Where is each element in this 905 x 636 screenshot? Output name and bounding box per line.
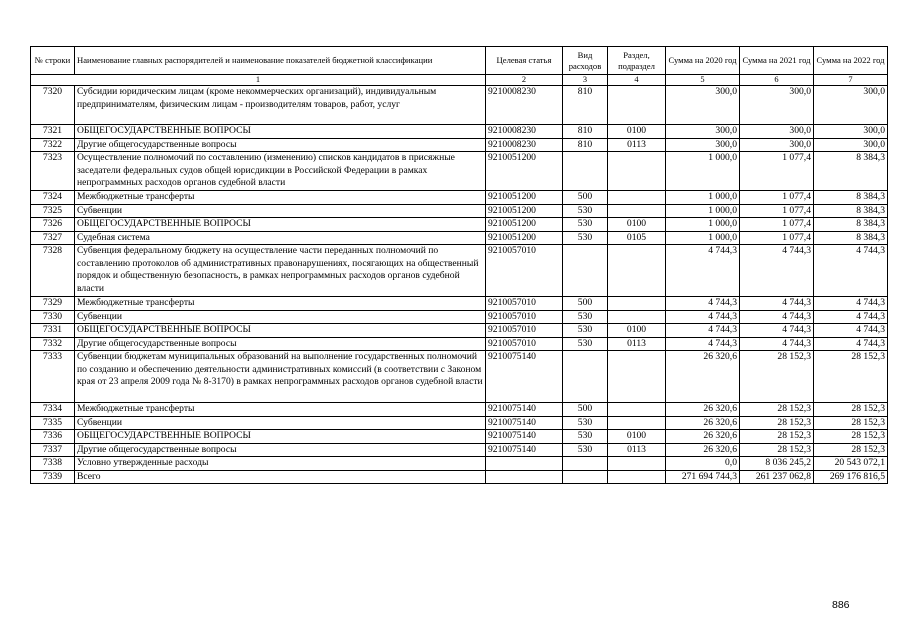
table-row [31, 470, 888, 484]
expense-type: 530 [563, 204, 608, 218]
column-number: 7 [814, 75, 888, 86]
sum-2020: 26 320,6 [666, 416, 740, 430]
sum-2022: 4 744,3 [814, 310, 888, 324]
item-name: Судебная система [75, 231, 486, 245]
target-article [486, 457, 563, 471]
sum-2020: 1 000,0 [666, 231, 740, 245]
target-article: 9210057010 [486, 297, 563, 311]
sum-2022: 28 152,3 [814, 443, 888, 457]
item-name: Субвенции бюджетам муниципальных образований на выполнение государственных полномочий по созданию и обеспечению деятельности административных комиссий (в соответствии с Законом края от 23 апреля 2009 года № 8-3170) в рамках непрограммных расходов органов судебной власти [75, 351, 486, 403]
sum-2021: 4 744,3 [740, 297, 814, 311]
column-number: 1 [31, 75, 486, 86]
sum-2022: 4 744,3 [814, 337, 888, 351]
header-sum-2022: Сумма на 2022 год [814, 47, 888, 75]
target-article: 9210051200 [486, 231, 563, 245]
sum-2021: 1 077,4 [740, 191, 814, 205]
expense-type: 530 [563, 231, 608, 245]
column-number: 4 [608, 75, 666, 86]
sum-2021: 1 077,4 [740, 152, 814, 191]
column-number: 6 [740, 75, 814, 86]
table-row [31, 231, 888, 245]
table-row [31, 191, 888, 205]
line-number: 7335 [31, 416, 75, 430]
header-name: Наименование главных распорядителей и наименование показателей бюджетной классификации [75, 47, 486, 75]
sum-2021: 28 152,3 [740, 351, 814, 403]
sum-2021: 4 744,3 [740, 245, 814, 297]
sum-2022: 4 744,3 [814, 245, 888, 297]
table-row [31, 152, 888, 191]
sum-2021: 1 077,4 [740, 231, 814, 245]
sum-2022: 28 152,3 [814, 430, 888, 444]
target-article: 9210075140 [486, 430, 563, 444]
sum-2020: 26 320,6 [666, 351, 740, 403]
sum-2020: 1 000,0 [666, 204, 740, 218]
expense-type: 530 [563, 337, 608, 351]
sum-2021: 28 152,3 [740, 430, 814, 444]
sum-2020: 0,0 [666, 457, 740, 471]
target-article: 9210051200 [486, 204, 563, 218]
sum-2020: 300,0 [666, 125, 740, 139]
sum-2020: 1 000,0 [666, 152, 740, 191]
sum-2020: 4 744,3 [666, 297, 740, 311]
section-code [608, 191, 666, 205]
target-article: 9210075140 [486, 403, 563, 417]
expense-type [563, 245, 608, 297]
section-code [608, 457, 666, 471]
target-article: 9210051200 [486, 152, 563, 191]
table-row [31, 297, 888, 311]
section-code: 0100 [608, 125, 666, 139]
item-name: ОБЩЕГОСУДАРСТВЕННЫЕ ВОПРОСЫ [75, 218, 486, 232]
header-row [31, 47, 888, 75]
expense-type: 810 [563, 138, 608, 152]
sum-2021: 28 152,3 [740, 443, 814, 457]
sum-2020: 26 320,6 [666, 430, 740, 444]
section-code [608, 86, 666, 125]
sum-2022: 28 152,3 [814, 416, 888, 430]
line-number: 7330 [31, 310, 75, 324]
item-name: Межбюджетные трансферты [75, 403, 486, 417]
item-name: Межбюджетные трансферты [75, 297, 486, 311]
table-row [31, 218, 888, 232]
line-number: 7331 [31, 324, 75, 338]
expense-type [563, 457, 608, 471]
expense-type [563, 351, 608, 403]
target-article: 9210057010 [486, 337, 563, 351]
section-code: 0113 [608, 337, 666, 351]
page-number: 886 [832, 599, 850, 611]
table-body [31, 86, 888, 484]
column-number-row [31, 75, 888, 86]
sum-2020: 26 320,6 [666, 443, 740, 457]
expense-type [563, 152, 608, 191]
item-name: Другие общегосударственные вопросы [75, 138, 486, 152]
target-article: 9210051200 [486, 191, 563, 205]
section-code [608, 351, 666, 403]
table-row [31, 351, 888, 403]
item-name: Субвенции [75, 204, 486, 218]
header-line-number: № строки [31, 47, 75, 75]
sum-2020: 4 744,3 [666, 337, 740, 351]
section-code [608, 403, 666, 417]
section-code [608, 245, 666, 297]
table-row [31, 430, 888, 444]
table-row [31, 204, 888, 218]
table-row [31, 443, 888, 457]
target-article [486, 470, 563, 484]
sum-2022: 8 384,3 [814, 191, 888, 205]
sum-2021: 4 744,3 [740, 324, 814, 338]
item-name: Другие общегосударственные вопросы [75, 337, 486, 351]
item-name: Условно утвержденные расходы [75, 457, 486, 471]
expense-type: 810 [563, 86, 608, 125]
target-article: 9210075140 [486, 416, 563, 430]
expense-type: 530 [563, 218, 608, 232]
sum-2021: 1 077,4 [740, 204, 814, 218]
line-number: 7325 [31, 204, 75, 218]
sum-2020: 4 744,3 [666, 245, 740, 297]
header-sum-2020: Сумма на 2020 год [666, 47, 740, 75]
expense-type: 500 [563, 297, 608, 311]
table-row [31, 457, 888, 471]
item-name: Субсидии юридическим лицам (кроме некоммерческих организаций), индивидуальным предпринимателям, физическим лицам - производителям товаров, работ, услуг [75, 86, 486, 125]
expense-type: 530 [563, 443, 608, 457]
table-row [31, 310, 888, 324]
expense-type: 530 [563, 324, 608, 338]
line-number: 7323 [31, 152, 75, 191]
section-code: 0100 [608, 430, 666, 444]
sum-2020: 271 694 744,3 [666, 470, 740, 484]
table-row [31, 86, 888, 125]
item-name: Субвенции [75, 310, 486, 324]
table-row [31, 245, 888, 297]
sum-2022: 300,0 [814, 125, 888, 139]
sum-2021: 28 152,3 [740, 403, 814, 417]
sum-2020: 26 320,6 [666, 403, 740, 417]
sum-2020: 1 000,0 [666, 218, 740, 232]
expense-type: 530 [563, 416, 608, 430]
expense-type: 810 [563, 125, 608, 139]
sum-2021: 28 152,3 [740, 416, 814, 430]
sum-2021: 8 036 245,2 [740, 457, 814, 471]
line-number: 7337 [31, 443, 75, 457]
column-number: 5 [666, 75, 740, 86]
target-article: 9210057010 [486, 245, 563, 297]
expense-type: 530 [563, 310, 608, 324]
table-row [31, 337, 888, 351]
expense-type: 500 [563, 191, 608, 205]
item-name: ОБЩЕГОСУДАРСТВЕННЫЕ ВОПРОСЫ [75, 324, 486, 338]
table-row [31, 416, 888, 430]
sum-2022: 300,0 [814, 86, 888, 125]
line-number: 7336 [31, 430, 75, 444]
header-expense-type: Вид расходов [563, 47, 608, 75]
target-article: 9210008230 [486, 86, 563, 125]
line-number: 7329 [31, 297, 75, 311]
sum-2020: 300,0 [666, 138, 740, 152]
line-number: 7322 [31, 138, 75, 152]
line-number: 7327 [31, 231, 75, 245]
line-number: 7339 [31, 470, 75, 484]
sum-2022: 8 384,3 [814, 204, 888, 218]
target-article: 9210057010 [486, 324, 563, 338]
sum-2020: 300,0 [666, 86, 740, 125]
sum-2021: 261 237 062,8 [740, 470, 814, 484]
item-name: Межбюджетные трансферты [75, 191, 486, 205]
section-code [608, 204, 666, 218]
item-name: Субвенция федеральному бюджету на осуществление части переданных полномочий по составлению протоколов об административных правонарушениях, посягающих на общественный порядок и общественную безопасность, в рамках непрограммных расходов органов судебной власти [75, 245, 486, 297]
section-code: 0100 [608, 324, 666, 338]
sum-2021: 1 077,4 [740, 218, 814, 232]
item-name: Другие общегосударственные вопросы [75, 443, 486, 457]
item-name: ОБЩЕГОСУДАРСТВЕННЫЕ ВОПРОСЫ [75, 430, 486, 444]
sum-2021: 300,0 [740, 86, 814, 125]
section-code: 0100 [608, 218, 666, 232]
expense-type: 530 [563, 430, 608, 444]
sum-2022: 4 744,3 [814, 297, 888, 311]
budget-table [30, 46, 888, 484]
section-code [608, 297, 666, 311]
header-section: Раздел, подраздел [608, 47, 666, 75]
item-name: Субвенции [75, 416, 486, 430]
sum-2021: 300,0 [740, 138, 814, 152]
line-number: 7328 [31, 245, 75, 297]
target-article: 9210075140 [486, 351, 563, 403]
sum-2021: 300,0 [740, 125, 814, 139]
sum-2022: 8 384,3 [814, 218, 888, 232]
sum-2022: 4 744,3 [814, 324, 888, 338]
target-article: 9210051200 [486, 218, 563, 232]
target-article: 9210057010 [486, 310, 563, 324]
sum-2022: 8 384,3 [814, 152, 888, 191]
line-number: 7338 [31, 457, 75, 471]
target-article: 9210008230 [486, 125, 563, 139]
column-number: 2 [486, 75, 563, 86]
sum-2022: 20 543 072,1 [814, 457, 888, 471]
section-code: 0105 [608, 231, 666, 245]
line-number: 7320 [31, 86, 75, 125]
item-name: Осуществление полномочий по составлению (изменению) списков кандидатов в присяжные заседатели федеральных судов общей юрисдикции в Российской Федерации в рамках непрограммных расходов органов судебной власти [75, 152, 486, 191]
line-number: 7321 [31, 125, 75, 139]
sum-2022: 269 176 816,5 [814, 470, 888, 484]
target-article: 9210075140 [486, 443, 563, 457]
sum-2021: 4 744,3 [740, 337, 814, 351]
section-code [608, 470, 666, 484]
line-number: 7324 [31, 191, 75, 205]
column-number: 3 [563, 75, 608, 86]
line-number: 7326 [31, 218, 75, 232]
table-row [31, 125, 888, 139]
sum-2021: 4 744,3 [740, 310, 814, 324]
sum-2022: 28 152,3 [814, 403, 888, 417]
line-number: 7332 [31, 337, 75, 351]
line-number: 7334 [31, 403, 75, 417]
table-row [31, 403, 888, 417]
section-code [608, 310, 666, 324]
table-row [31, 324, 888, 338]
header-target-article: Целевая статья [486, 47, 563, 75]
sum-2022: 28 152,3 [814, 351, 888, 403]
table-row [31, 138, 888, 152]
sum-2020: 4 744,3 [666, 324, 740, 338]
sum-2022: 300,0 [814, 138, 888, 152]
item-name: ОБЩЕГОСУДАРСТВЕННЫЕ ВОПРОСЫ [75, 125, 486, 139]
sum-2022: 8 384,3 [814, 231, 888, 245]
target-article: 9210008230 [486, 138, 563, 152]
line-number: 7333 [31, 351, 75, 403]
item-name: Всего [75, 470, 486, 484]
section-code [608, 416, 666, 430]
expense-type [563, 470, 608, 484]
section-code: 0113 [608, 138, 666, 152]
section-code [608, 152, 666, 191]
header-sum-2021: Сумма на 2021 год [740, 47, 814, 75]
expense-type: 500 [563, 403, 608, 417]
section-code: 0113 [608, 443, 666, 457]
sum-2020: 1 000,0 [666, 191, 740, 205]
sum-2020: 4 744,3 [666, 310, 740, 324]
